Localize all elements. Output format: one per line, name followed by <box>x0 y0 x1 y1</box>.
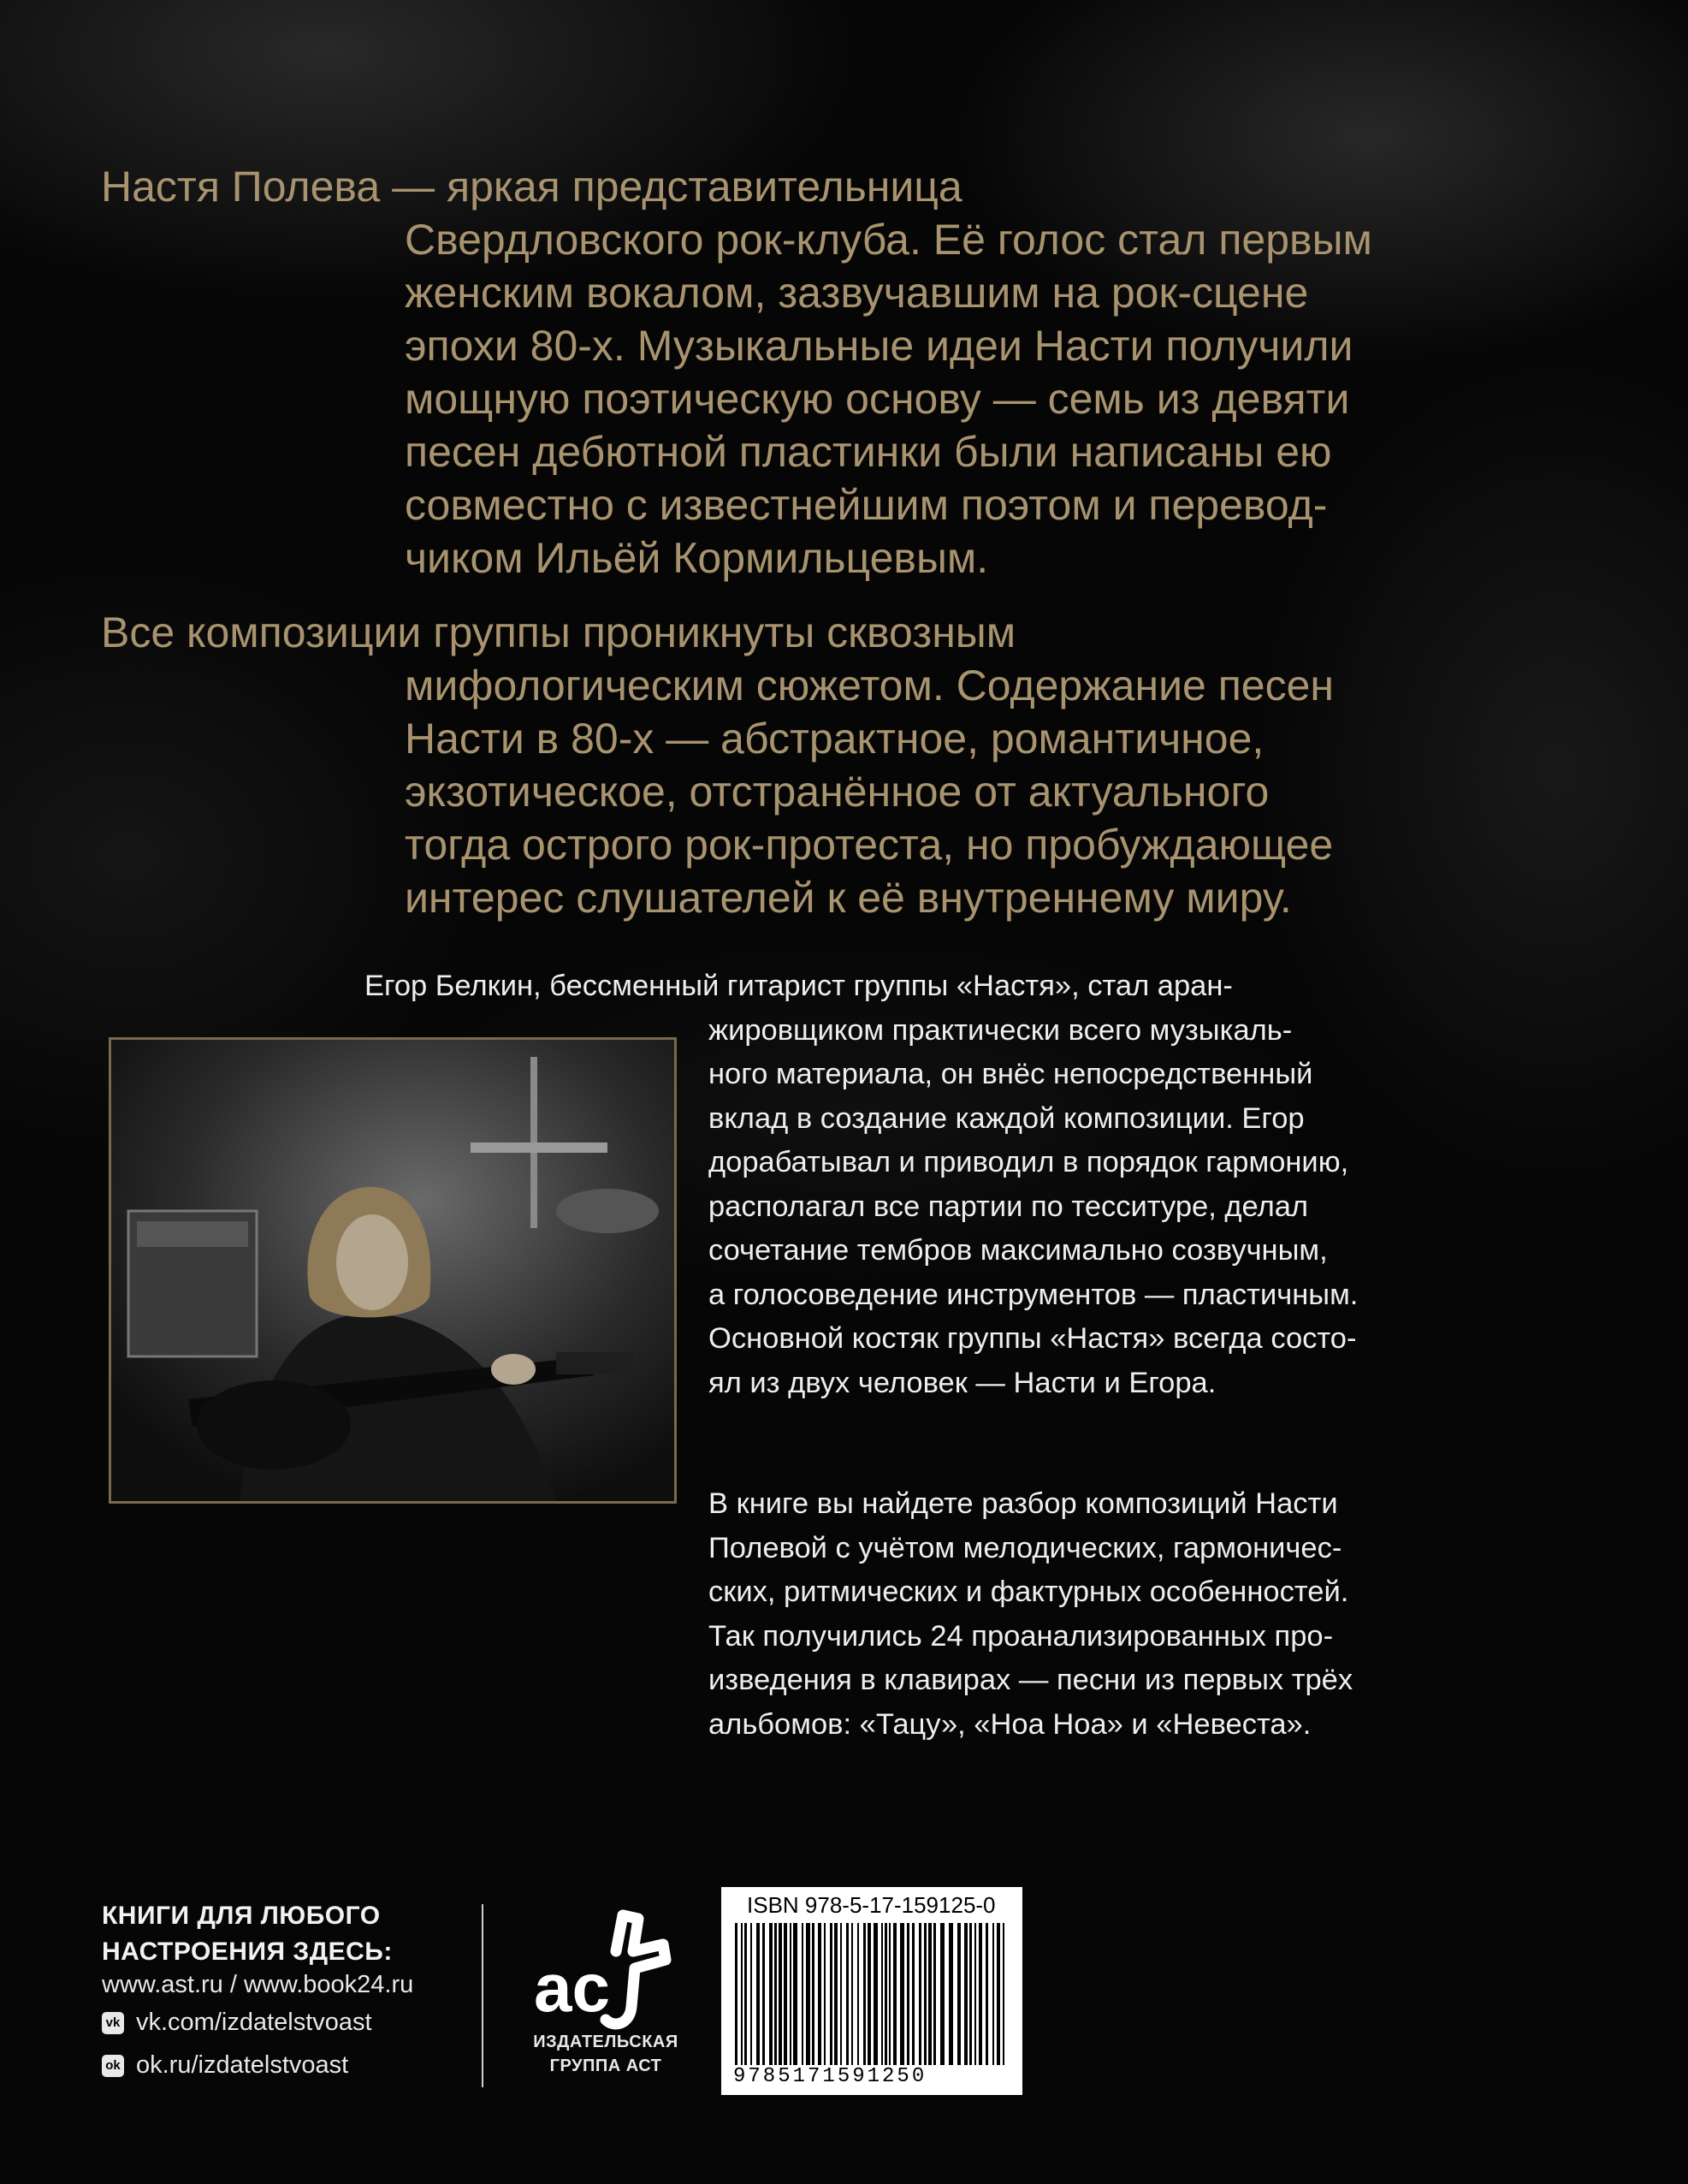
barcode-bar <box>818 1923 821 2065</box>
barcode-bar <box>957 1923 961 2065</box>
barcode-bar <box>812 1923 814 2065</box>
barcode-bar <box>889 1923 891 2065</box>
ok-icon: ok <box>102 2055 124 2077</box>
footer-title: КНИГИ ДЛЯ ЛЮБОГО НАСТРОЕНИЯ ЗДЕСЬ: <box>102 1902 393 1966</box>
barcode-bar <box>735 1923 737 2065</box>
barcode-bar <box>793 1923 797 2065</box>
barcode-bar <box>912 1923 915 2065</box>
svg-text:ас: ас <box>534 1950 610 2026</box>
barcode-bar <box>928 1923 932 2065</box>
publisher-caption: ИЗДАТЕЛЬСКАЯ ГРУППА АСТ <box>533 2033 678 2075</box>
barcode-bar <box>857 1923 859 2065</box>
barcode-bar <box>756 1923 760 2065</box>
barcode-bar <box>1003 1923 1004 2065</box>
barcode-bar <box>830 1923 832 2065</box>
barcode-bar <box>779 1923 782 2065</box>
footer-sites-link[interactable]: www.ast.ru / www.book24.ru <box>102 1971 414 1998</box>
barcode-bar <box>806 1923 810 2065</box>
barcode-bar <box>919 1923 921 2065</box>
mythology-paragraph: Все композиции группы проникнуты сквозным мифологическим сюжетом. Содержание песен Насти в 80-х — абстрактное, романтичное, экзотическое, отстранённое от актуального тогда острого рок-протеста, но пробуждающее интерес слушателей к её внутреннему миру. <box>101 608 1335 922</box>
barcode-bar <box>846 1923 849 2065</box>
barcode-bar <box>774 1923 777 2065</box>
barcode-bar <box>969 1923 972 2065</box>
barcode-bar <box>868 1923 871 2065</box>
barcode-bar <box>769 1923 773 2065</box>
barcode-bar <box>940 1923 945 2065</box>
barcode-bar <box>992 1923 994 2065</box>
barcode-bar <box>979 1923 982 2065</box>
barcode-bars <box>733 1923 1010 2065</box>
barcode-bar <box>900 1923 904 2065</box>
isbn-barcode: ISBN 978-5-17-159125-0 9785171591250 <box>721 1887 1022 2095</box>
barcode-bar <box>933 1923 936 2065</box>
barcode-bar <box>974 1923 976 2065</box>
guitarist-paragraph: Егор Белкин, бессменный гитарист группы «Настя», стал аран- жировщиком практически всего музыкаль- ного материала, он внёс непосредственный вклад в создание каждой композиции. Егор дорабатывал и приводил в порядок гармонию, располагал все партии по тесситуре, делал сочетание тембров максимально созвучным, а голосоведение инструментов — пластичным. Основной костяк группы «Настя» всегда состо- ял из двух человек — Насти и Егора. <box>364 970 1359 1399</box>
barcode-bar <box>834 1923 838 2065</box>
barcode-bar <box>863 1923 866 2065</box>
barcode-bar <box>997 1923 1000 2065</box>
barcode-bar <box>744 1923 747 2065</box>
barcode-bar <box>885 1923 887 2065</box>
intro-paragraph: Настя Полева — яркая представительница Свердловского рок-клуба. Её голос стал первым женским вокалом, зазвучавшим на рок-сцене эпохи 80-х. Музыкальные идеи Насти получили мощную поэтическую основу — семь из девяти песен дебютной пластинки были написаны ею совместно с известнейшим поэтом и перевод- чиком Ильёй Кормильцевым. <box>101 163 1372 582</box>
barcode-bar <box>762 1923 765 2065</box>
barcode-bar <box>802 1923 803 2065</box>
barcode-bar <box>784 1923 787 2065</box>
book-contents-paragraph: В книге вы найдете разбор композиций Насти Полевой с учётом мелодических, гармоничес- ских, ритмических и фактурных особенностей. Так получились 24 проанализированных про- изведения в клавирах — песни из первых трёх альбомов: «Тацу», «Ноа Ноа» и «Невеста». <box>708 1487 1353 1741</box>
footer-divider <box>482 1904 483 2087</box>
barcode-bar <box>893 1923 897 2065</box>
barcode-bar <box>824 1923 826 2065</box>
barcode-bar <box>907 1923 909 2065</box>
barcode-bar <box>790 1923 791 2065</box>
barcode-bar <box>964 1923 968 2065</box>
barcode-bar <box>881 1923 883 2065</box>
barcode-bar <box>840 1923 842 2065</box>
vk-link[interactable]: vk vk.com/izdatelstvoast <box>102 2009 372 2037</box>
barcode-bar <box>750 1923 752 2065</box>
barcode-bar <box>949 1923 953 2065</box>
barcode-bar <box>851 1923 853 2065</box>
barcode-bar <box>986 1923 988 2065</box>
vk-icon: vk <box>102 2012 124 2034</box>
barcode-bar <box>924 1923 927 2065</box>
ok-link[interactable]: ok ok.ru/izdatelstvoast <box>102 2051 348 2080</box>
barcode-bar <box>741 1923 743 2065</box>
barcode-bar <box>874 1923 878 2065</box>
